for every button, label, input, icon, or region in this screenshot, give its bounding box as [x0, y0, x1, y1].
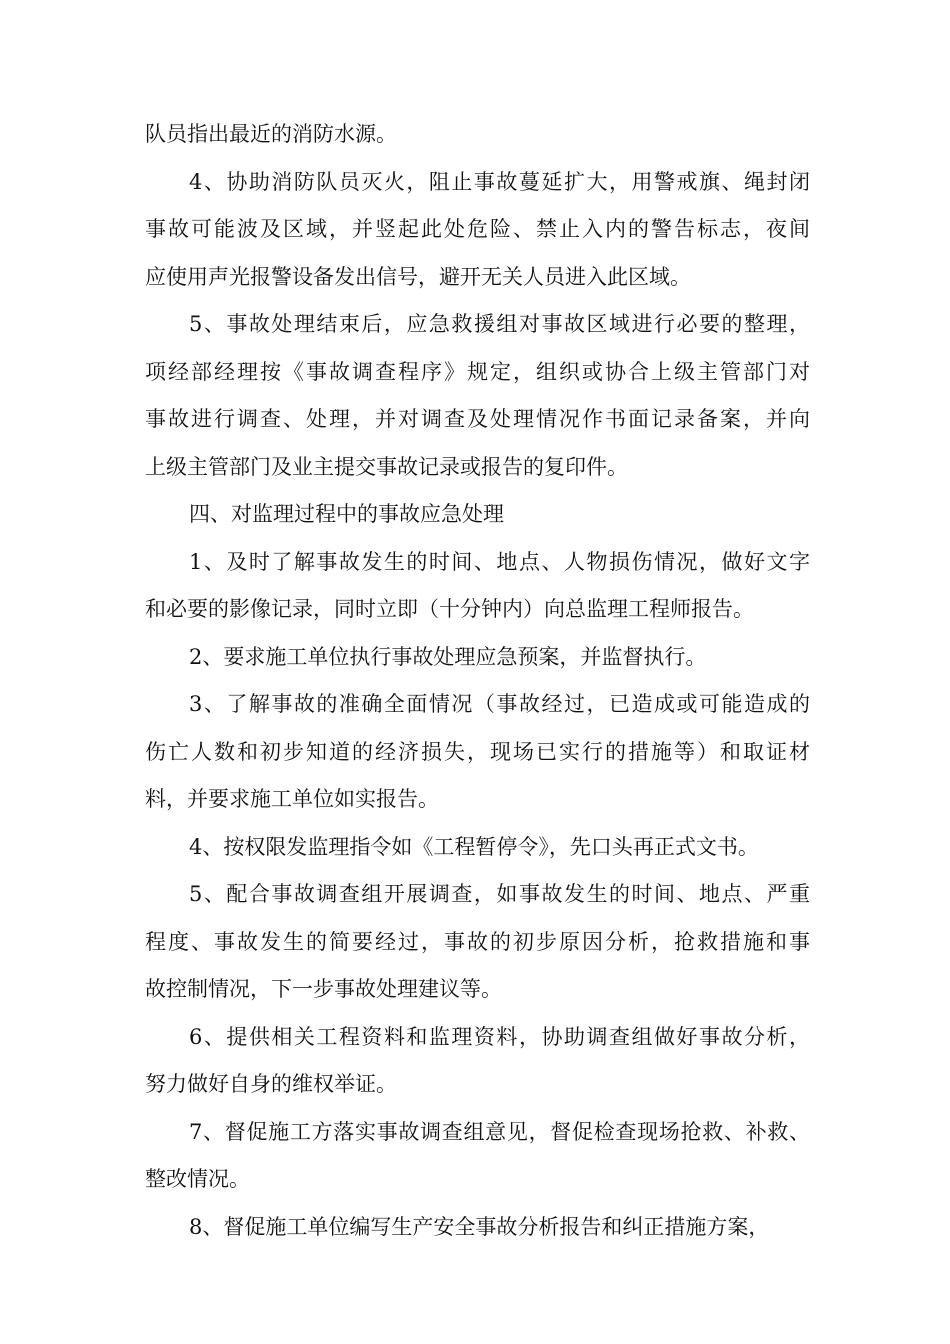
paragraph-line: 4、协助消防队员灭火，阻止事故蔓延扩大，用警戒旗、绳封闭 — [189, 169, 810, 194]
paragraph-line: 上级主管部门及业主提交事故记录或报告的复印件。 — [145, 454, 628, 479]
paragraph-line: 2、要求施工单位执行事故处理应急预案，并监督执行。 — [189, 644, 707, 669]
paragraph-line: 努力做好自身的维权举证。 — [145, 1072, 397, 1096]
document-body — [145, 111, 810, 1251]
paragraph-line: 和必要的影像记录，同时立即（十分钟内）向总监理工程师报告。 — [145, 597, 754, 621]
section-heading: 四、对监理过程中的事故应急处理 — [189, 502, 504, 526]
paragraph-line: 事故进行调查、处理，并对调查及处理情况作书面记录备案，并向 — [145, 407, 810, 431]
paragraph-line: 5、配合事故调查组开展调查，如事故发生的时间、地点、严重 — [189, 882, 810, 906]
paragraph-line: 整改情况。 — [145, 1167, 250, 1191]
paragraph-line: 3、了解事故的准确全面情况（事故经过，已造成或可能造成的 — [189, 692, 810, 716]
paragraph-line: 应使用声光报警设备发出信号，避开无关人员进入此区域。 — [145, 264, 691, 289]
paragraph-line: 1、及时了解事故发生的时间、地点、人物损伤情况，做好文字 — [189, 549, 810, 574]
paragraph-line: 故控制情况，下一步事故处理建议等。 — [145, 977, 502, 1001]
paragraph-line: 8、督促施工单位编写生产安全事故分析报告和纠正措施方案， — [189, 1214, 770, 1239]
paragraph-line: 程度、事故发生的简要经过，事故的初步原因分析，抢救措施和事 — [145, 929, 810, 954]
paragraph-line: 料，并要求施工单位如实报告。 — [145, 787, 439, 811]
paragraph-line: 伤亡人数和初步知道的经济损失，现场已实行的措施等）和取证材 — [145, 739, 810, 764]
paragraph-line: 事故可能波及区域，并竖起此处危险、禁止入内的警告标志，夜间 — [145, 217, 810, 241]
paragraph-line: 6、提供相关工程资料和监理资料，协助调查组做好事故分析， — [189, 1024, 810, 1049]
paragraph-line: 项经部经理按《事故调查程序》规定，组织或协合上级主管部门对 — [145, 359, 810, 384]
paragraph-line: 5、事故处理结束后，应急救援组对事故区域进行必要的整理， — [189, 312, 810, 336]
paragraph-line: 7、督促施工方落实事故调查组意见，督促检查现场抢救、补救、 — [189, 1119, 810, 1144]
paragraph-line: 4、按权限发监理指令如《工程暂停令》，先口头再正式文书。 — [189, 834, 759, 859]
paragraph-line: 队员指出最近的消防水源。 — [145, 122, 397, 146]
